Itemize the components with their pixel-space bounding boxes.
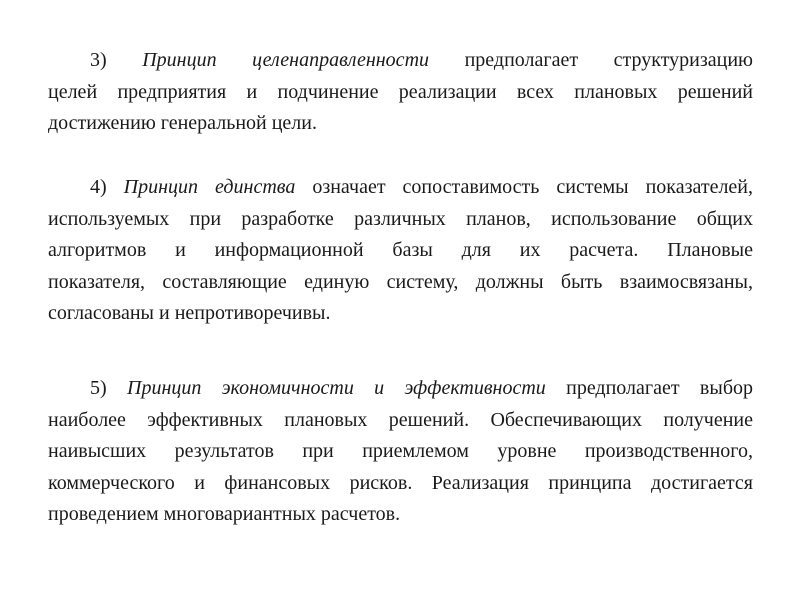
paragraph-line: коммерческого и финансовых рисков. Реализация принципа достигается bbox=[48, 471, 753, 494]
paragraph-line bbox=[48, 373, 753, 405]
item-number: 4) bbox=[90, 176, 124, 198]
paragraph-principle-5 bbox=[48, 373, 753, 531]
paragraph-line: наиболее эффективных плановых решений. Обеспечивающих получение bbox=[48, 408, 753, 431]
paragraph-line: целей предприятия и подчинение реализации всех плановых решений bbox=[48, 80, 753, 103]
principle-term: Принцип целенаправленности bbox=[142, 49, 430, 71]
paragraph-line: согласованы и непротиворечивы. bbox=[48, 302, 331, 324]
paragraph-text: предполагает структуризацию bbox=[429, 49, 753, 71]
paragraph-line: наивысших результатов при приемлемом уровне производственного, bbox=[48, 440, 753, 462]
paragraph-text: предполагает выбор bbox=[545, 377, 753, 399]
principle-term: Принцип единства bbox=[123, 176, 296, 198]
paragraph-principle-4 bbox=[48, 172, 753, 330]
paragraph-line: показателя, составляющие единую систему, должны быть взаимосвязаны, bbox=[48, 270, 753, 293]
paragraph-line: алгоритмов и информационной базы для их расчета. Плановые bbox=[48, 239, 753, 261]
paragraph-text: означает сопоставимость системы показателей, bbox=[295, 176, 754, 198]
paragraph-line bbox=[48, 172, 753, 204]
paragraph-line: используемых при разработке различных планов, использование общих bbox=[48, 207, 753, 230]
principle-term: Принцип экономичности и эффективности bbox=[127, 377, 546, 399]
item-number: 3) bbox=[90, 49, 143, 71]
paragraph-principle-3 bbox=[48, 45, 753, 140]
paragraph-line: проведением многовариантных расчетов. bbox=[48, 503, 401, 525]
paragraph-line: достижению генеральной цели. bbox=[48, 112, 317, 134]
paragraph-line bbox=[48, 45, 753, 77]
item-number: 5) bbox=[90, 377, 127, 399]
